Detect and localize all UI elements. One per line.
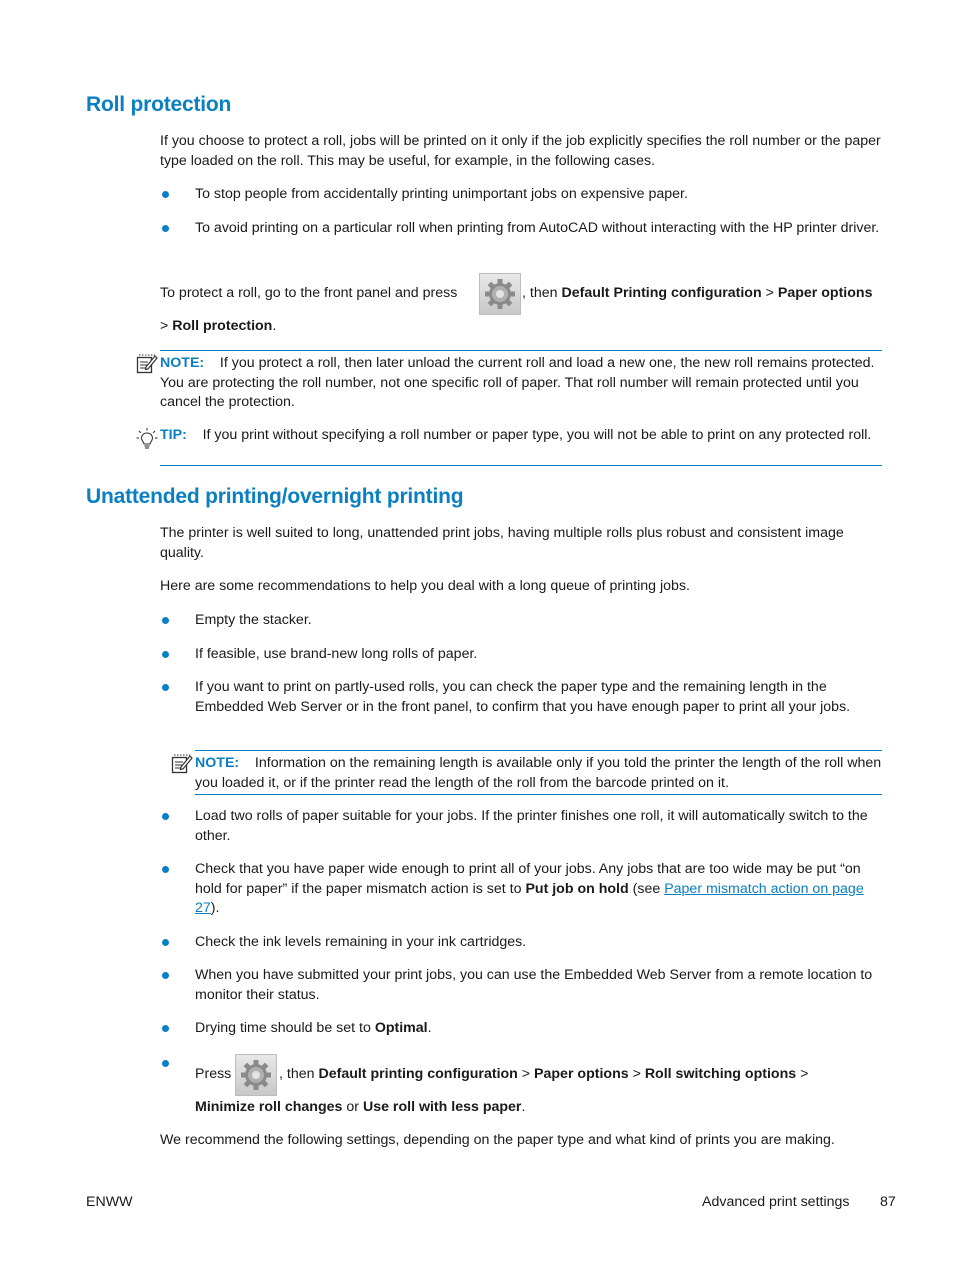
bullet-marker [162, 939, 169, 946]
note-label: NOTE: [195, 755, 240, 771]
list-item: Check that you have paper wide enough to print all of your jobs. Any jobs that are too wide may be put “on hold for paper” if the paper mismatch action is set to Put job on hold (see Paper mismatch action on page 27). [195, 861, 864, 916]
bullet-marker [162, 651, 169, 658]
list-item: Empty the stacker. [195, 612, 312, 628]
bullet-marker [162, 1060, 169, 1067]
roll-protection-steps-line1: To protect a roll, go to the front panel and press [160, 285, 458, 301]
unattended-intro-1: The printer is well suited to long, unattended print jobs, having multiple rolls plus robust and consistent image quality. [160, 525, 844, 561]
bullet-marker [162, 866, 169, 873]
settings-gear-icon[interactable] [479, 273, 521, 315]
bullet-marker [162, 1025, 169, 1032]
note-text: NOTE: Information on the remaining length is available only if you told the printer the length of the roll when you loaded it, or if the printer read the length of the roll from the barcode printed on it. [195, 755, 882, 791]
paper-mismatch-link[interactable]: Paper mismatch action on page 27 [195, 880, 864, 916]
settings-gear-icon[interactable] [235, 1054, 277, 1096]
note-text: NOTE: If you protect a roll, then later unload the current roll and load a new one, the new roll remains protected. You are protecting the roll number, not one specific roll of paper. That roll number will remain protected until you cancel the protection. [160, 355, 875, 410]
note-icon [171, 753, 193, 775]
bullet-marker [162, 972, 169, 979]
list-item: If feasible, use brand-new long rolls of paper. [195, 646, 478, 662]
note-top-rule [195, 750, 882, 751]
roll-protection-steps-path: , then Default Printing configuration > Paper options [522, 285, 873, 301]
bullet-marker [162, 191, 169, 198]
section-title-unattended-printing: Unattended printing/overnight printing [86, 485, 464, 508]
note-label: NOTE: [160, 355, 205, 371]
bullet-marker [162, 813, 169, 820]
list-item: When you have submitted your print jobs, you can use the Embedded Web Server from a remote location to monitor their status. [195, 967, 873, 1003]
note-icon [136, 353, 158, 375]
list-item: To stop people from accidentally printing unimportant jobs on expensive paper. [195, 186, 688, 202]
press-instruction-line2: Minimize roll changes or Use roll with less paper. [195, 1099, 526, 1115]
note-top-rule [160, 350, 882, 351]
footer-section: Advanced print settings [702, 1194, 850, 1210]
closing-paragraph: We recommend the following settings, depending on the paper type and what kind of prints you are making. [160, 1132, 835, 1148]
roll-protection-steps-line2: > Roll protection. [160, 318, 277, 334]
list-item: Drying time should be set to Optimal. [195, 1020, 432, 1036]
section-title-roll-protection: Roll protection [86, 93, 232, 116]
roll-protection-intro: If you choose to protect a roll, jobs will be printed on it only if the job explicitly specifies the roll number or the paper type loaded on the roll. This may be useful, for example, in the following cases. [160, 133, 881, 169]
bullet-marker [162, 225, 169, 232]
bullet-marker [162, 617, 169, 624]
bullet-marker [162, 684, 169, 691]
page-number: 87 [880, 1194, 896, 1210]
tip-bottom-rule [160, 465, 882, 466]
list-item: If you want to print on partly-used rolls, you can check the paper type and the remaining length in the Embedded Web Server or in the front panel, to confirm that you have enough paper to print all your jobs. [195, 679, 851, 715]
note-bottom-rule [195, 794, 882, 795]
press-instruction-path: , then Default printing configuration > Paper options > Roll switching options > [279, 1066, 809, 1082]
footer-left: ENWW [86, 1194, 133, 1210]
list-item: To avoid printing on a particular roll when printing from AutoCAD without interacting with the HP printer driver. [195, 220, 880, 236]
tip-lightbulb-icon [136, 427, 158, 451]
list-item: Load two rolls of paper suitable for your jobs. If the printer finishes one roll, it will automatically switch to the other. [195, 808, 868, 844]
press-instruction: Press [195, 1066, 232, 1082]
tip-label: TIP: [160, 427, 187, 443]
unattended-intro-2: Here are some recommendations to help you deal with a long queue of printing jobs. [160, 578, 690, 594]
list-item: Check the ink levels remaining in your ink cartridges. [195, 934, 527, 950]
tip-text: TIP: If you print without specifying a roll number or paper type, you will not be able to print on any protected roll. [160, 427, 872, 443]
